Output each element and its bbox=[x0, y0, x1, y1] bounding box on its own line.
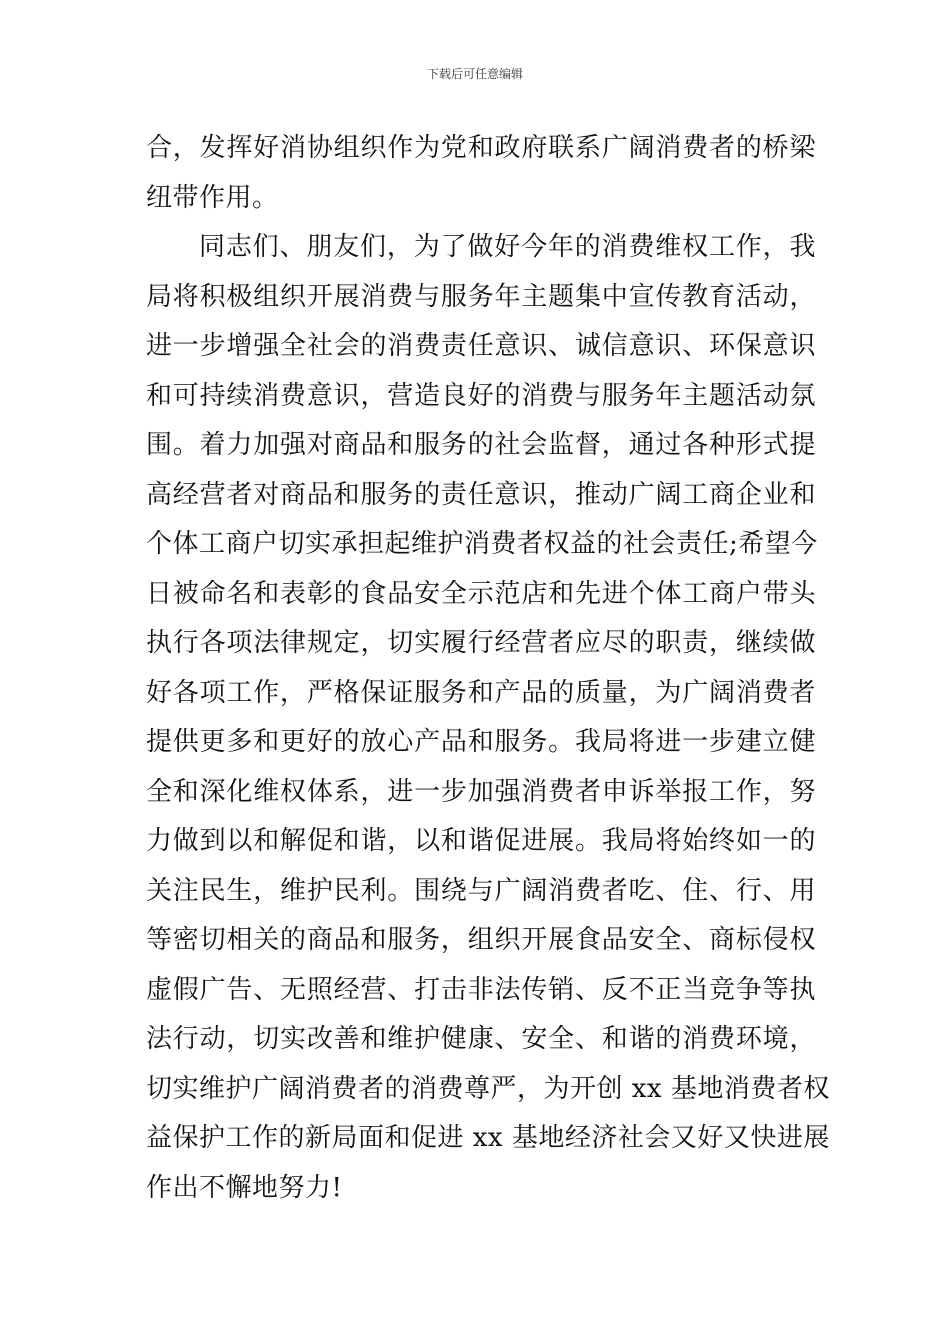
text-line: 局将积极组织开展消费与服务年主题集中宣传教育活动， bbox=[146, 281, 816, 312]
text-line: 提供更多和更好的放心产品和服务。我局将进一步建立健 bbox=[146, 727, 816, 757]
text-line: 虚假广告、无照经营、打击非法传销、反不正当竞争等执 bbox=[146, 974, 816, 1005]
text-line: 执行各项法律规定，切实履行经营者应尽的职责，继续做 bbox=[146, 628, 816, 658]
page-header-note: 下载后可任意编辑 bbox=[426, 67, 523, 81]
text-line: 个体工商户切实承担起维护消费者权益的社会责任;希望今 bbox=[146, 529, 818, 559]
text-line: 力做到以和解促和谐，以和谐促进展。我局将始终如一的 bbox=[146, 826, 816, 856]
text-line: 益保护工作的新局面和促进 xx 基地经济社会又好又快进展 bbox=[146, 1123, 830, 1153]
text-line: 日被命名和表彰的食品安全示范店和先进个体工商户带头 bbox=[146, 578, 816, 609]
text-line: 切实维护广阔消费者的消费尊严，为开创 xx 基地消费者权 bbox=[146, 1073, 830, 1104]
text-line: 合，发挥好消协组织作为党和政府联系广阔消费者的桥梁 bbox=[146, 133, 816, 163]
text-line: 和可持续消费意识，营造良好的消费与服务年主题活动氛 bbox=[146, 380, 816, 411]
text-line: 作出不懈地努力! bbox=[146, 1172, 343, 1203]
document-body bbox=[146, 124, 830, 1213]
text-line: 法行动，切实改善和维护健康、安全、和谐的消费环境， bbox=[146, 1024, 816, 1054]
paragraph-first-line: 同志们、朋友们，为了做好今年的消费维权工作，我 bbox=[199, 232, 816, 262]
text-line: 等密切相关的商品和服务，组织开展食品安全、商标侵权 bbox=[146, 925, 816, 955]
text-line: 关注民生，维护民利。围绕与广阔消费者吃、住、行、用 bbox=[146, 875, 816, 906]
text-line: 高经营者对商品和服务的责任意识，推动广阔工商企业和 bbox=[146, 479, 816, 510]
text-line: 好各项工作，严格保证服务和产品的质量，为广阔消费者 bbox=[146, 677, 816, 708]
text-line: 围。着力加强对商品和服务的社会监督，通过各种形式提 bbox=[146, 430, 816, 460]
text-line: 全和深化维权体系，进一步加强消费者申诉举报工作，努 bbox=[146, 776, 816, 807]
text-line: 纽带作用。 bbox=[146, 182, 279, 213]
text-line: 进一步增强全社会的消费责任意识、诚信意识、环保意识 bbox=[146, 331, 816, 361]
